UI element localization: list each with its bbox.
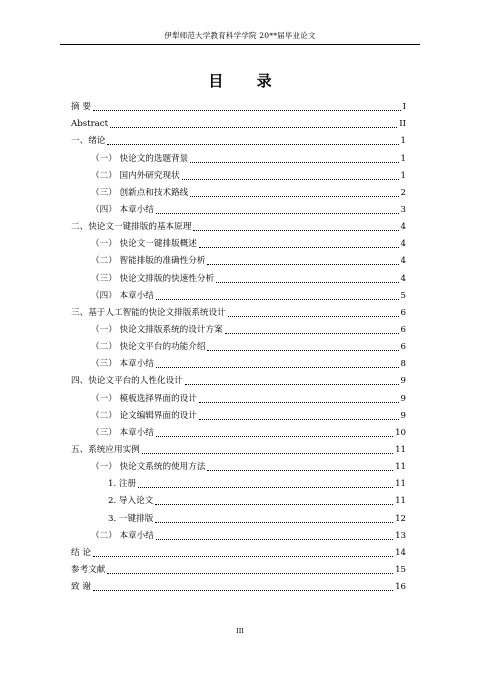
toc-entry-title: 1. 注册 bbox=[108, 479, 137, 490]
toc-entry[interactable] bbox=[71, 542, 406, 559]
toc-dot-leader bbox=[207, 264, 398, 265]
toc-dot-leader bbox=[207, 350, 398, 351]
toc-entry[interactable] bbox=[71, 165, 406, 182]
toc-entry-page: 9 bbox=[400, 376, 406, 387]
toc-entry[interactable] bbox=[71, 507, 406, 524]
toc-entry[interactable] bbox=[71, 576, 406, 593]
toc-entry-page: 3 bbox=[400, 204, 406, 215]
toc-dot-leader bbox=[199, 247, 399, 248]
toc-entry-page: 6 bbox=[400, 342, 406, 353]
toc-entry-title: （二） 本章小结 bbox=[91, 530, 154, 541]
toc-entry-title: （一） 快论文一键排版概述 bbox=[91, 239, 197, 250]
toc-entry-page: 6 bbox=[400, 324, 406, 335]
toc-entry[interactable] bbox=[71, 559, 406, 576]
toc-entry-page: 8 bbox=[400, 359, 406, 370]
toc-entry-title: （一） 快论文的选题背景 bbox=[91, 153, 189, 164]
toc-entry[interactable] bbox=[71, 147, 406, 164]
toc-dot-leader bbox=[155, 522, 393, 523]
toc-dot-leader bbox=[156, 213, 399, 214]
toc-entry-page: 11 bbox=[395, 462, 406, 473]
toc-entry[interactable] bbox=[71, 285, 406, 302]
toc-entry-page: 15 bbox=[395, 564, 406, 575]
toc-entry[interactable] bbox=[71, 216, 406, 233]
page-number: III bbox=[236, 627, 244, 635]
toc-entry-title: （一） 快论文排版系统的设计方案 bbox=[91, 324, 223, 335]
toc-entry-title: 结 论 bbox=[71, 547, 91, 558]
toc-entry-title: 四、快论文平台的人性化设计 bbox=[71, 376, 183, 387]
toc-entry-page: 4 bbox=[400, 222, 406, 233]
toc-entry-title: （三） 创新点和技术路线 bbox=[91, 187, 189, 198]
toc-dot-leader bbox=[107, 144, 398, 145]
toc-dot-leader bbox=[193, 230, 398, 231]
toc-entry-title: 一、绪论 bbox=[71, 136, 106, 147]
toc-dot-leader bbox=[138, 487, 393, 488]
toc-entry[interactable] bbox=[71, 250, 406, 267]
toc-dot-leader bbox=[185, 384, 399, 385]
toc-entry[interactable] bbox=[71, 405, 406, 422]
toc-dot-leader bbox=[199, 402, 399, 403]
toc-dot-leader bbox=[156, 367, 399, 368]
toc-entry[interactable] bbox=[71, 456, 406, 473]
toc-entry-title: （一） 快论文系统的使用方法 bbox=[91, 462, 206, 473]
toc-dot-leader bbox=[225, 333, 399, 334]
toc-entry[interactable] bbox=[71, 370, 406, 387]
toc-entry[interactable] bbox=[71, 96, 406, 113]
toc-entry-title: （三） 本章小结 bbox=[91, 359, 154, 370]
toc-entry-page: 4 bbox=[400, 273, 406, 284]
toc-entry-page: 14 bbox=[395, 547, 406, 558]
toc-entry[interactable] bbox=[71, 473, 406, 490]
toc-entry-page: 11 bbox=[395, 496, 406, 507]
toc-entry-page: II bbox=[399, 119, 406, 130]
toc-dot-leader bbox=[156, 436, 393, 437]
toc-entry-page: 6 bbox=[400, 307, 406, 318]
toc-dot-leader bbox=[156, 299, 399, 300]
toc-dot-leader bbox=[190, 196, 398, 197]
toc-entry-title: （一） 模板选择界面的设计 bbox=[91, 393, 197, 404]
toc-entry-title: （二） 论文编辑界面的设计 bbox=[91, 410, 197, 421]
toc-entry[interactable] bbox=[71, 302, 406, 319]
toc-entry[interactable] bbox=[71, 422, 406, 439]
toc-dot-leader bbox=[155, 504, 393, 505]
toc-entry-title: 五、系统应用实例 bbox=[71, 444, 140, 455]
toc-entry[interactable] bbox=[71, 387, 406, 404]
header-rule bbox=[60, 44, 420, 45]
toc-entry[interactable] bbox=[71, 182, 406, 199]
toc-entry-title: 致 谢 bbox=[71, 582, 91, 593]
toc-dot-leader bbox=[110, 127, 397, 128]
toc-entry-title: （三） 快论文排版的快速性分析 bbox=[91, 273, 215, 284]
toc-dot-leader bbox=[142, 453, 393, 454]
toc-dot-leader bbox=[93, 590, 393, 591]
toc-entry-page: 9 bbox=[400, 410, 406, 421]
toc-entry-title: （二） 快论文平台的功能介绍 bbox=[91, 342, 206, 353]
toc-entry-page: 11 bbox=[395, 479, 406, 490]
toc-entry-page: 1 bbox=[400, 170, 406, 181]
toc-entry-page: 9 bbox=[400, 393, 406, 404]
toc-entry-title: （四） 本章小结 bbox=[91, 204, 154, 215]
toc-entry-page: 2 bbox=[400, 187, 406, 198]
toc-entry-title: 摘 要 bbox=[71, 102, 91, 113]
table-of-contents bbox=[71, 96, 406, 593]
toc-entry-title: （二） 智能排版的准确性分析 bbox=[91, 256, 206, 267]
toc-entry[interactable] bbox=[71, 267, 406, 284]
toc-dot-leader bbox=[107, 573, 393, 574]
toc-dot-leader bbox=[182, 179, 399, 180]
toc-entry-title: 二、快论文一键排版的基本原理 bbox=[71, 222, 192, 233]
toc-dot-leader bbox=[199, 419, 399, 420]
toc-dot-leader bbox=[228, 316, 399, 317]
toc-dot-leader bbox=[207, 470, 393, 471]
toc-entry-page: 10 bbox=[395, 427, 406, 438]
toc-entry[interactable] bbox=[71, 336, 406, 353]
toc-entry-title: 3. 一键排版 bbox=[108, 513, 154, 524]
toc-entry-title: （四） 本章小结 bbox=[91, 290, 154, 301]
toc-dot-leader bbox=[93, 110, 401, 111]
toc-entry-page: 1 bbox=[400, 153, 406, 164]
toc-entry-page: 12 bbox=[395, 513, 406, 524]
toc-entry-page: 1 bbox=[400, 136, 406, 147]
toc-entry-title: （三） 本章小结 bbox=[91, 427, 154, 438]
toc-entry-page: 5 bbox=[400, 290, 406, 301]
toc-entry[interactable] bbox=[71, 490, 406, 507]
toc-entry[interactable] bbox=[71, 439, 406, 456]
toc-entry[interactable] bbox=[71, 130, 406, 147]
toc-entry-page: I bbox=[402, 102, 406, 113]
toc-entry[interactable] bbox=[71, 353, 406, 370]
toc-entry[interactable] bbox=[71, 113, 406, 130]
running-header: 伊犁师范大学教育科学学院 20**届毕业论文 bbox=[164, 31, 316, 40]
toc-entry-title: 2. 导入论文 bbox=[108, 496, 154, 507]
toc-dot-leader bbox=[216, 282, 398, 283]
toc-entry-title: 参考文献 bbox=[71, 564, 106, 575]
toc-entry[interactable] bbox=[71, 525, 406, 542]
page-title: 目 录 bbox=[208, 72, 286, 90]
toc-entry-title: Abstract bbox=[71, 119, 109, 130]
toc-dot-leader bbox=[190, 162, 398, 163]
toc-entry-page: 13 bbox=[395, 530, 406, 541]
toc-entry-page: 16 bbox=[395, 582, 406, 593]
toc-entry-title: 三、基于人工智能的快论文排版系统设计 bbox=[71, 307, 226, 318]
toc-entry-page: 11 bbox=[395, 444, 406, 455]
toc-entry[interactable] bbox=[71, 233, 406, 250]
toc-entry-page: 4 bbox=[400, 239, 406, 250]
toc-entry-title: （二） 国内外研究现状 bbox=[91, 170, 180, 181]
toc-entry[interactable] bbox=[71, 199, 406, 216]
toc-dot-leader bbox=[156, 539, 393, 540]
toc-entry-page: 4 bbox=[400, 256, 406, 267]
toc-entry[interactable] bbox=[71, 319, 406, 336]
toc-dot-leader bbox=[93, 556, 393, 557]
